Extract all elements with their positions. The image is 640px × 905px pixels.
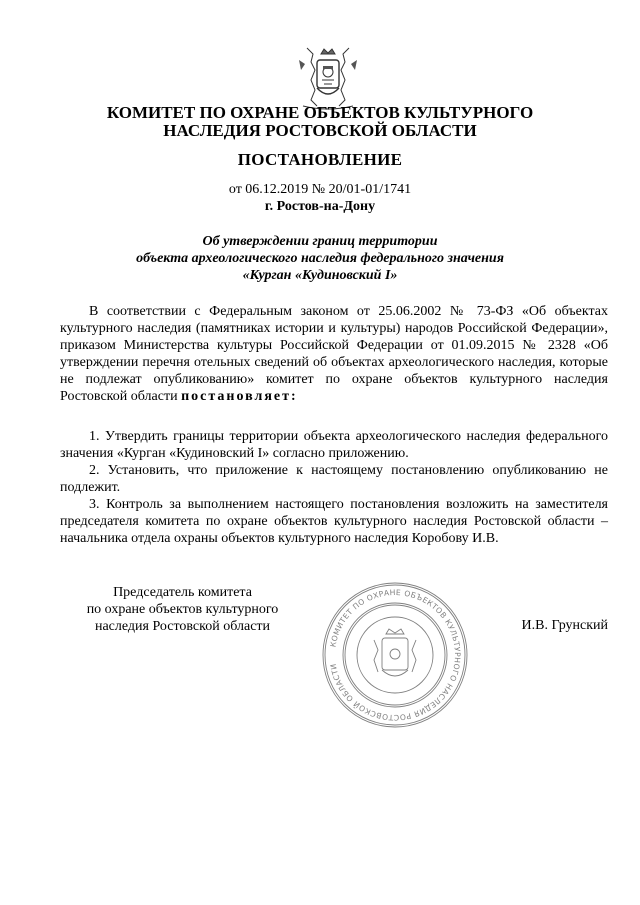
resolution-item-2: 2. Установить, что приложение к настоящему постановлению опубликованию не подлежит.: [60, 463, 608, 495]
signatory-name: И.В. Грунский: [521, 618, 608, 633]
resolution-item-3: 3. Контроль за выполнением настоящего постановления возложить на заместителя председателя комитета по охране объектов культурного наследия Ростовской области – начальника отдела охраны объектов культурного наследия Коробову И.В.: [60, 497, 608, 546]
document-title-line3: «Курган «Кудиновский I»: [242, 268, 398, 283]
signatory-position-line1: Председатель комитета: [113, 585, 252, 600]
document-date-number: от 06.12.2019 № 20/01-01/1741: [228, 182, 412, 197]
preamble-text: В соответствии с Федеральным законом от 25.06.2002 № 73-ФЗ «Об объектах культурного наследия (памятниках истории и культуры) народов Российской Федерации», приказом Министерства культуры Российской Федерации от 01.09.2015 № 2328 «Об утверждении перечня отельных сведений об объектах археологического наследия, которые не подлежат опубликованию» комитет по охране объектов культурного наследия Ростовской области: [60, 304, 608, 404]
organization-name-line1: КОМИТЕТ ПО ОХРАНЕ ОБЪЕКТОВ КУЛЬТУРНОГО: [106, 103, 534, 122]
signatory-position: [60, 584, 305, 635]
svg-text:КОМИТЕТ ПО ОХРАНЕ ОБЪЕКТОВ КУЛ: КОМИТЕТ ПО ОХРАНЕ ОБЪЕКТОВ КУЛЬТУРНОГО НАСЛЕДИЯ РОСТОВСКОЙ ОБЛАСТИ: [328, 587, 463, 723]
organization-name: [0, 104, 640, 140]
document-type: ПОСТАНОВЛЕНИЕ: [237, 150, 403, 169]
document-title-line1: Об утверждении границ территории: [202, 234, 438, 249]
organization-name-line2: НАСЛЕДИЯ РОСТОВСКОЙ ОБЛАСТИ: [163, 121, 477, 140]
official-seal-icon: [320, 580, 470, 730]
preamble-paragraph: [60, 303, 608, 405]
signatory-position-line3: наследия Ростовской области: [94, 619, 271, 634]
document-city: г. Ростов-на-Дону: [264, 199, 376, 214]
signatory-position-line2: по охране объектов культурного: [86, 602, 279, 617]
resolves-word: постановляет:: [181, 389, 298, 404]
coat-of-arms-icon: [293, 40, 363, 112]
document-title: [0, 233, 640, 284]
document-title-line2: объекта археологического наследия федерального значения: [136, 251, 504, 266]
resolution-item-1: 1. Утвердить границы территории объекта археологического наследия федерального значения «Курган «Кудиновский I» согласно приложению.: [60, 429, 608, 461]
resolution-items: [60, 428, 608, 547]
